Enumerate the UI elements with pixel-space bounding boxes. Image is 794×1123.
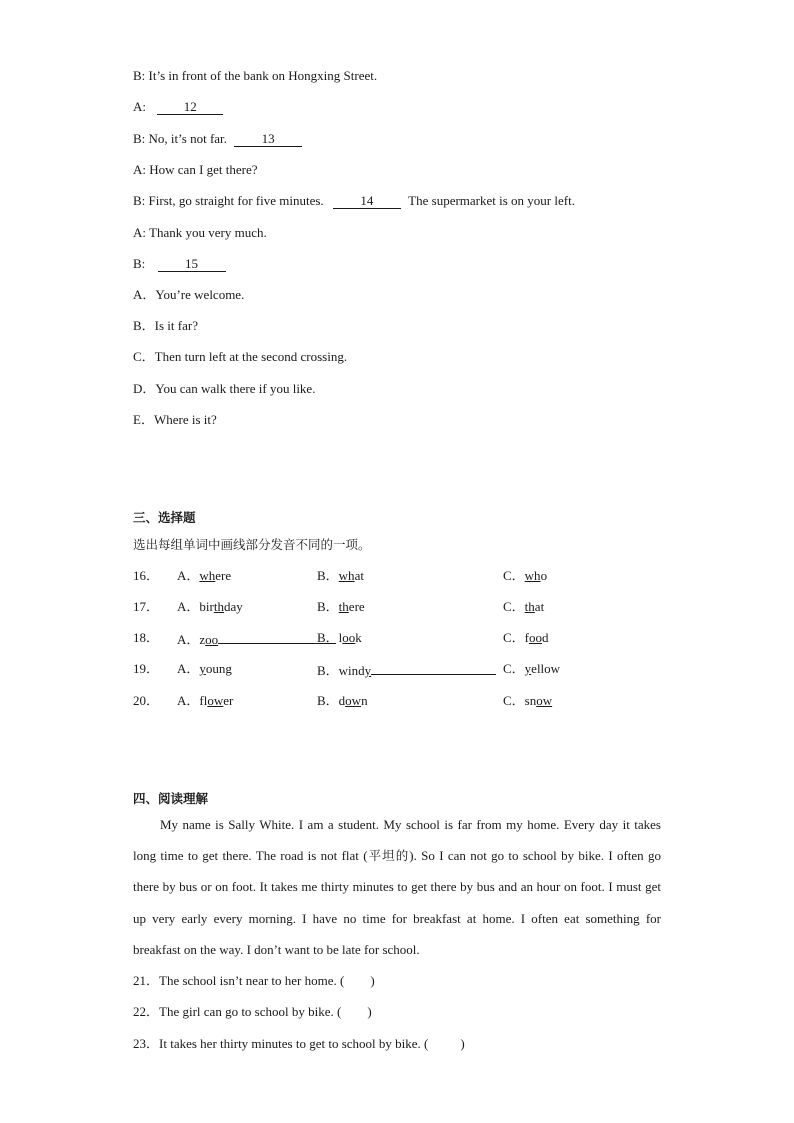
choice-b[interactable] bbox=[317, 661, 496, 679]
option-text: You’re welcome. bbox=[155, 287, 245, 302]
word-part: at bbox=[534, 599, 545, 614]
question-number: 19． bbox=[133, 661, 160, 676]
option-text: Is it far? bbox=[154, 318, 198, 333]
word-part: oung bbox=[205, 661, 232, 676]
speaker: B: bbox=[133, 256, 146, 271]
dialogue-line-7 bbox=[133, 256, 226, 272]
word-part: wind bbox=[338, 663, 365, 678]
word-part: k bbox=[355, 630, 362, 645]
underlined-part: wh bbox=[199, 568, 216, 583]
dialogue-line-3 bbox=[133, 131, 302, 147]
section4-title: 四、阅读理解 bbox=[133, 791, 209, 806]
dialogue-line-4 bbox=[133, 162, 258, 178]
passage-text: ). So I can not go to school by bike. I often go there by bus or on foot. It takes me thirty minutes to get there by bus and an hour on foot. I must get up very early every morning. I have no time for breakfast at home. I often eat something for breakfast on the way. I don’t want to be late for school. bbox=[133, 848, 661, 957]
dialogue-text: First, go straight for five minutes. bbox=[148, 193, 324, 208]
dialogue-line-6 bbox=[133, 225, 267, 241]
underlined-part: y bbox=[364, 663, 372, 678]
paren-close: ) bbox=[460, 1036, 465, 1051]
choice-label: A． bbox=[177, 599, 200, 614]
dialogue-text: Thank you very much. bbox=[149, 225, 267, 240]
blank-12[interactable]: 12 bbox=[157, 100, 223, 115]
question-number: 16． bbox=[133, 568, 160, 583]
underlined-part: wh bbox=[524, 568, 541, 583]
choice-a[interactable] bbox=[177, 599, 243, 615]
question-text: The school isn’t near to her home. ( bbox=[159, 973, 345, 988]
choice-label: C． bbox=[503, 599, 525, 614]
speaker: A: bbox=[133, 225, 146, 240]
underlined-part: th bbox=[213, 599, 224, 614]
option-letter: C． bbox=[133, 349, 155, 364]
choice-a[interactable] bbox=[177, 568, 231, 584]
choice-a[interactable] bbox=[177, 693, 233, 709]
word-part: ellow bbox=[531, 661, 561, 676]
choice-label: C． bbox=[503, 630, 525, 645]
word-part: ere bbox=[215, 568, 232, 583]
paren-close: ) bbox=[367, 1004, 372, 1019]
word-part: l bbox=[338, 630, 343, 645]
choice-b[interactable] bbox=[317, 630, 362, 646]
reading-passage bbox=[133, 809, 661, 965]
choice-label: B． bbox=[317, 599, 339, 614]
choice-label: C． bbox=[503, 693, 525, 708]
underlined-part: th bbox=[338, 599, 349, 614]
underlined-part: oo bbox=[342, 630, 356, 645]
speaker: A: bbox=[133, 99, 146, 114]
choice-label: B． bbox=[317, 568, 339, 583]
underlined-part: y bbox=[199, 661, 206, 676]
option-d bbox=[133, 381, 315, 397]
question-20 bbox=[133, 693, 673, 709]
question-23 bbox=[133, 1036, 465, 1052]
paren-close: ) bbox=[370, 973, 375, 988]
underlined-part: oo bbox=[529, 630, 543, 645]
underlined-part: th bbox=[524, 599, 535, 614]
word-part: fl bbox=[199, 693, 208, 708]
option-text: Then turn left at the second crossing. bbox=[154, 349, 348, 364]
word-part: d bbox=[542, 630, 549, 645]
question-number: 21． bbox=[133, 973, 160, 988]
choice-label: B． bbox=[317, 663, 339, 678]
word-part: d bbox=[338, 693, 346, 708]
choice-c[interactable] bbox=[503, 568, 547, 584]
choice-label: A． bbox=[177, 568, 200, 583]
word-part: f bbox=[524, 630, 530, 645]
word-part: er bbox=[223, 693, 234, 708]
question-text: The girl can go to school by bike. ( bbox=[159, 1004, 342, 1019]
dialogue-text: How can I get there? bbox=[149, 162, 258, 177]
word-part: day bbox=[223, 599, 243, 614]
choice-c[interactable] bbox=[503, 661, 560, 677]
underlined-part: ow bbox=[207, 693, 224, 708]
option-e bbox=[133, 412, 217, 428]
word-part: bir bbox=[199, 599, 214, 614]
option-a bbox=[133, 287, 244, 303]
passage-cjk-gloss: 平坦的 bbox=[367, 848, 410, 864]
option-b bbox=[133, 318, 198, 334]
speaker: B: bbox=[133, 131, 146, 146]
dialogue-text: No, it’s not far. bbox=[148, 131, 227, 146]
question-22 bbox=[133, 1004, 372, 1020]
question-number: 17． bbox=[133, 599, 160, 614]
word-part: ere bbox=[348, 599, 365, 614]
question-number: 22． bbox=[133, 1004, 160, 1019]
choice-label: A． bbox=[177, 693, 200, 708]
choice-label: A． bbox=[177, 632, 200, 647]
question-17 bbox=[133, 599, 673, 615]
question-19 bbox=[133, 661, 673, 677]
option-c bbox=[133, 349, 347, 365]
underlined-part: y bbox=[524, 661, 532, 676]
option-text: You can walk there if you like. bbox=[155, 381, 316, 396]
dialogue-text: It’s in front of the bank on Hongxing Street. bbox=[148, 68, 378, 83]
choice-b[interactable] bbox=[317, 693, 368, 709]
speaker: A: bbox=[133, 162, 146, 177]
question-number: 18． bbox=[133, 630, 160, 645]
option-text: Where is it? bbox=[153, 412, 217, 427]
answer-line bbox=[371, 661, 496, 675]
word-part: z bbox=[199, 632, 206, 647]
choice-c[interactable] bbox=[503, 599, 544, 615]
section3-instruction: 选出每组单词中画线部分发音不同的一项。 bbox=[133, 537, 371, 552]
choice-a[interactable] bbox=[177, 661, 232, 677]
option-letter: D． bbox=[133, 381, 156, 396]
option-letter: A． bbox=[133, 287, 156, 302]
underlined-part: ow bbox=[345, 693, 362, 708]
choice-b[interactable] bbox=[317, 568, 364, 584]
choice-label: B． bbox=[317, 693, 339, 708]
section3-title: 三、选择题 bbox=[133, 510, 196, 525]
question-21 bbox=[133, 973, 375, 989]
choice-label: C． bbox=[503, 661, 525, 676]
word-part: at bbox=[354, 568, 364, 583]
dialogue-line-5 bbox=[133, 193, 575, 209]
word-part: sn bbox=[524, 693, 537, 708]
underlined-part: oo bbox=[205, 632, 219, 647]
question-16 bbox=[133, 568, 673, 584]
question-18 bbox=[133, 630, 673, 646]
choice-label: B． bbox=[317, 630, 339, 645]
dialogue-line-2 bbox=[133, 99, 223, 115]
word-part: o bbox=[540, 568, 548, 583]
dialogue-text-after: The supermarket is on your left. bbox=[408, 193, 575, 208]
choice-label: C． bbox=[503, 568, 525, 583]
blank-13[interactable]: 13 bbox=[234, 132, 302, 147]
choice-label: A． bbox=[177, 661, 200, 676]
speaker: B: bbox=[133, 193, 146, 208]
question-number: 23． bbox=[133, 1036, 160, 1051]
dialogue-line-1 bbox=[133, 68, 377, 84]
option-letter: B． bbox=[133, 318, 155, 333]
speaker: B: bbox=[133, 68, 146, 83]
underlined-part: ow bbox=[536, 693, 553, 708]
choice-a[interactable] bbox=[177, 630, 336, 648]
underlined-part: wh bbox=[338, 568, 355, 583]
question-number: 20． bbox=[133, 693, 160, 708]
word-part: n bbox=[361, 693, 368, 708]
option-letter: E． bbox=[133, 412, 154, 427]
passage-text: My name is Sally White. I am a student. My school is far from my home. Every day it takes long time to get there. The road is not flat ( bbox=[133, 817, 661, 864]
choice-c[interactable] bbox=[503, 693, 552, 709]
question-text: It takes her thirty minutes to get to school by bike. ( bbox=[159, 1036, 429, 1051]
choice-b[interactable] bbox=[317, 599, 365, 615]
blank-14[interactable]: 14 bbox=[333, 194, 401, 209]
blank-15[interactable]: 15 bbox=[158, 257, 226, 272]
choice-c[interactable] bbox=[503, 630, 549, 646]
